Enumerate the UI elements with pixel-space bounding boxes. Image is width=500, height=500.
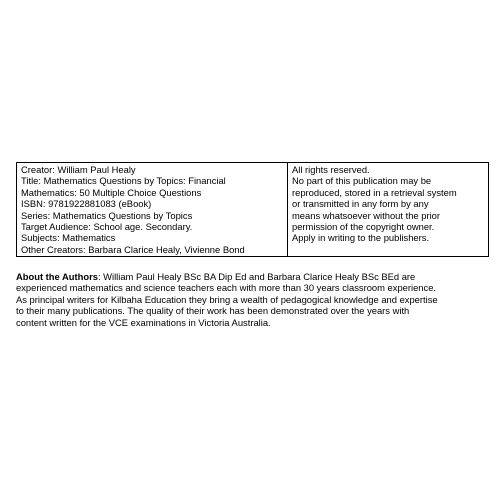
- copyright-line: No part of this publication may be: [292, 175, 432, 187]
- about-line: content written for the VCE examinations in Victoria Australia.: [16, 316, 271, 328]
- about-first-line-text: : William Paul Healy BSc BA Dip Ed and Barbara Clarice Healy BSc BEd are: [97, 271, 416, 282]
- about-the-authors-paragraph: [16, 271, 486, 328]
- about-line: to their many publications. The quality of their work has been demonstrated over the years with: [16, 305, 410, 317]
- table-row: [17, 163, 489, 257]
- about-first-line: [16, 271, 486, 282]
- other-creators-line: Other Creators: Barbara Clarice Healy, Vivienne Bond: [21, 243, 245, 255]
- target-audience-line: Target Audience: School age. Secondary.: [21, 221, 193, 233]
- subjects-line: Subjects: Mathematics: [21, 232, 116, 244]
- about-line: experienced mathematics and science teachers each with more than 30 years classroom experience.: [16, 282, 437, 294]
- title-continued-line: Mathematics: 50 Multiple Choice Questions: [21, 186, 202, 198]
- about-line: As principal writers for Kilbaha Education they bring a wealth of pedagogical knowledge and expertise: [16, 293, 438, 305]
- copyright-line: Apply in writing to the publishers.: [292, 232, 430, 244]
- about-heading: About the Authors: [16, 271, 98, 282]
- bibliographic-details-cell: [17, 163, 288, 257]
- copyright-line: permission of the copyright owner.: [292, 221, 435, 233]
- copyright-line: means whatsoever without the prior: [292, 209, 440, 221]
- creator-line: Creator: William Paul Healy: [21, 164, 136, 175]
- copyright-line: All rights reserved.: [292, 164, 370, 175]
- series-line: Series: Mathematics Questions by Topics: [21, 209, 193, 221]
- title-line: Title: Mathematics Questions by Topics: Financial: [21, 175, 226, 187]
- copyright-line: reproduced, stored in a retrieval system: [292, 186, 457, 198]
- publication-info-table: [16, 162, 489, 257]
- copyright-line: or transmitted in any form by any: [292, 198, 429, 210]
- isbn-line: ISBN: 9781922881083 (eBook): [21, 198, 152, 210]
- copyright-notice-cell: [288, 163, 489, 257]
